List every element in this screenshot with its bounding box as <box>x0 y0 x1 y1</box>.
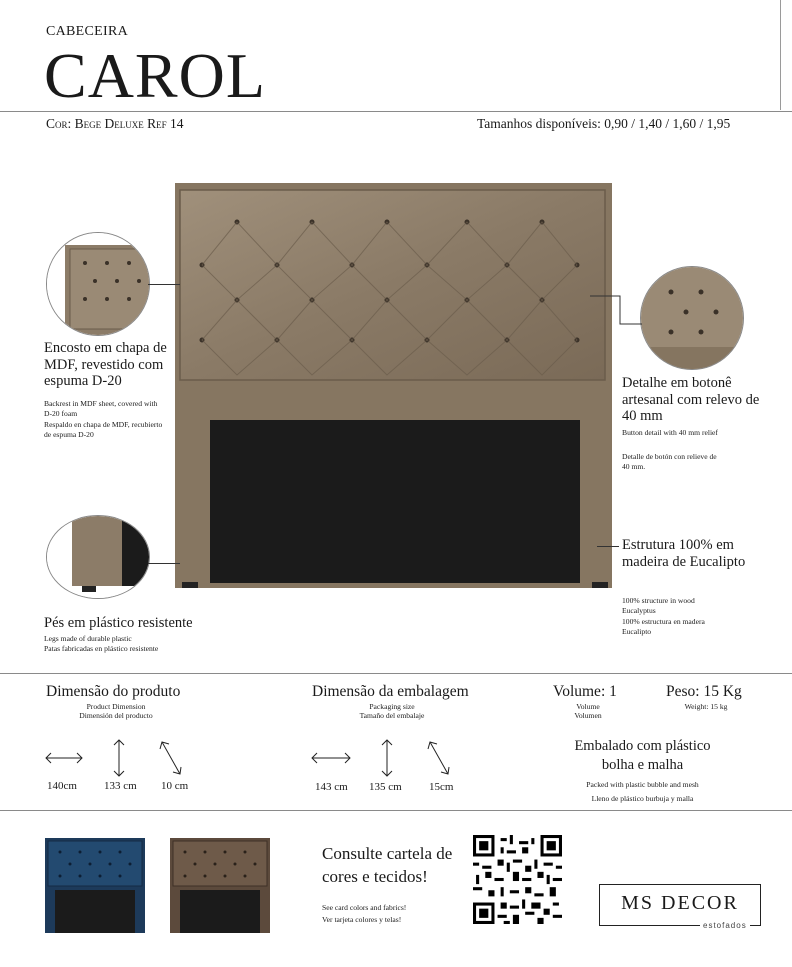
product-dim-arrows <box>44 738 194 783</box>
weight-en: Weight: 15 kg <box>684 702 728 711</box>
product-dim-es: Dimensión del producto <box>79 711 153 720</box>
product-dim-en: Product Dimension <box>86 702 146 711</box>
brand-sub: estofados <box>700 921 750 930</box>
backrest-title: Encosto em chapa de MDF, revestido com espuma D-20 <box>44 340 167 389</box>
weight-title: Peso: 15 Kg <box>666 683 742 700</box>
consult-title: Consulte cartela de cores e tecidos! <box>322 844 453 886</box>
package-dim-en: Packaging size <box>369 702 415 711</box>
legs-en: Legs made of durable plastic <box>44 634 132 643</box>
header-divider <box>780 0 781 110</box>
headboard-image <box>172 180 617 592</box>
qr-code-icon[interactable] <box>473 835 562 924</box>
structure-title: Estrutura 100% em madeira de Eucalipto <box>622 537 746 570</box>
packing-title: Embalado com plástico bolha e malha <box>574 738 711 773</box>
backrest-leader-line <box>148 284 180 285</box>
product-title: CAROL <box>44 40 266 111</box>
volume-en: Volume <box>576 702 600 711</box>
button-es: Detalle de botón con relieve de 40 mm. <box>622 452 717 471</box>
package-height: 135 cm <box>369 781 402 793</box>
product-height: 133 cm <box>104 780 137 792</box>
packing-en: Packed with plastic bubble and mesh <box>586 780 699 789</box>
structure-es: 100% estructura en madera Eucalipto <box>622 617 705 636</box>
brand-name: MS DECOR <box>621 892 739 914</box>
consult-en: See card colors and fabrics! <box>322 903 407 912</box>
button-en: Button detail with 40 mm relief <box>622 428 718 437</box>
dimensions-bottom-rule <box>0 810 792 811</box>
backrest-es: Respaldo en chapa de MDF, recubierto de espuma D-20 <box>44 420 163 439</box>
button-title: Detalhe em botonê artesanal com relevo de 40 mm <box>622 375 760 424</box>
category-label: CABECEIRA <box>46 24 129 39</box>
color-line: Cor: Bege Deluxe Ref 14 <box>46 116 184 131</box>
brown-variant-image <box>170 838 270 938</box>
package-dim-es: Tamaño del embalaje <box>359 711 425 720</box>
package-depth: 15cm <box>429 781 454 793</box>
button-leader-line <box>590 290 642 330</box>
consult-es: Ver tarjeta colores y telas! <box>322 915 402 924</box>
header-rule <box>0 111 792 112</box>
blue-variant-image <box>45 838 145 938</box>
product-width: 140cm <box>47 780 77 792</box>
legs-es: Patas fabricadas en plástico resistente <box>44 644 159 653</box>
package-dim-arrows <box>310 738 460 783</box>
product-dim-title: Dimensão do produto <box>46 683 181 700</box>
backrest-detail-image <box>46 232 150 336</box>
structure-leader-line <box>597 546 619 547</box>
legs-leader-line <box>148 563 180 564</box>
brand-logo <box>599 884 761 926</box>
dimensions-top-rule <box>0 673 792 674</box>
package-dim-title: Dimensão da embalagem <box>312 683 469 700</box>
product-depth: 10 cm <box>161 780 189 792</box>
legs-detail-image <box>46 515 150 599</box>
sizes-line: Tamanhos disponíveis: 0,90 / 1,40 / 1,60 / 1,95 <box>477 116 731 131</box>
structure-en: 100% structure in wood Eucalyptus <box>622 596 695 615</box>
volume-es: Volumen <box>574 711 602 720</box>
backrest-en: Backrest in MDF sheet, covered with D-20 foam <box>44 399 158 418</box>
legs-title: Pés em plástico resistente <box>44 615 193 631</box>
volume-title: Volume: 1 <box>553 683 617 700</box>
packing-es: Lleno de plástico burbuja y malla <box>591 794 694 803</box>
button-detail-image <box>640 266 744 370</box>
package-width: 143 cm <box>315 781 348 793</box>
